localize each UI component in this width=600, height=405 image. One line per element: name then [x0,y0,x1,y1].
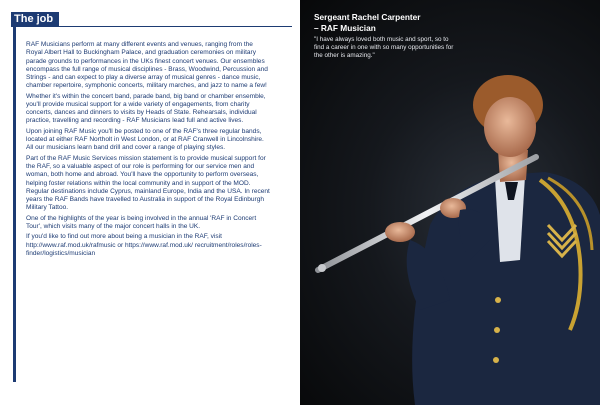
paragraph-mission: Part of the RAF Music Services mission statement is to provide musical support for the RAF, so a valuable aspect of our role is performing for our service men and woman, both home and abroad. You'll have the opportunity to perform overseas, helping foster relations within the local community and in support of the MOD. Regular destinations include Cyprus, mainland Europe, India and the USA. In recent years the RAF Bands have travelled to Australia in support of the Royal Edinburgh Military Tattoo. [26,154,270,212]
profile-heading [314,12,464,33]
paragraph-concert-tour: One of the highlights of the year is being involved in the annual 'RAF in Concert Tour', which visits many of the major concert halls in the UK. [26,214,257,230]
uniform-button [495,297,501,303]
side-accent-bar [13,27,16,382]
paragraph-venues: RAF Musicians perform at many different events and venues, ranging from the Royal Albert Hall to Buckingham Palace, and graduation ceremonies on military parade grounds to performances in the UKs finest concert venues. Our ensembles encompass the full range of musical disciplines - Brass, Woodwind, Percussion and Strings - and can expect to play a diverse array of musical genres - dance music, chamber repertoire, symphonic concerts, military marches, and jazz to name a few! [26,41,268,90]
profile-quote: "I have always loved both music and sport, so to find a career in one with so many opportunities for the other is amazing." [314,36,454,60]
face [484,97,536,157]
heading-rule [59,26,292,27]
musician-photo [300,0,600,405]
profile-role: – RAF Musician [314,22,376,33]
body-text [26,41,270,260]
profile-name: Sergeant Rachel Carpenter [314,12,421,22]
right-page-photo-panel [300,0,600,405]
left-hand [385,222,415,242]
section-heading: The job [11,12,59,27]
paragraph-postings: Upon joining RAF Music you'll be posted to one of the RAF's three regular bands, located at either RAF Northolt in West London, or at RAF Cranwell in Lincolnshire. All our musicians learn band drill and cover a range of playing styles. [26,127,264,152]
flute-foot [318,264,326,272]
uniform-button [493,357,499,363]
paragraph-find-out-more: If you'd like to find out more about being a musician in the RAF, visit http://www.raf.mod.uk/rafmusic or https://www.raf.mod.uk/ recruitment/roles/roles-finder/logistics/musician [26,233,262,257]
uniform-button [494,327,500,333]
paragraph-ensembles: Whether it's within the concert band, parade band, big band or chamber ensemble, you'll provide musical support for a wide variety of engagements, from charity concerts, dances and dinners to visits by Heads of State. Rehearsals, individual practice, travelling and recording - RAF Musicians lead full and active lives. [26,92,266,125]
